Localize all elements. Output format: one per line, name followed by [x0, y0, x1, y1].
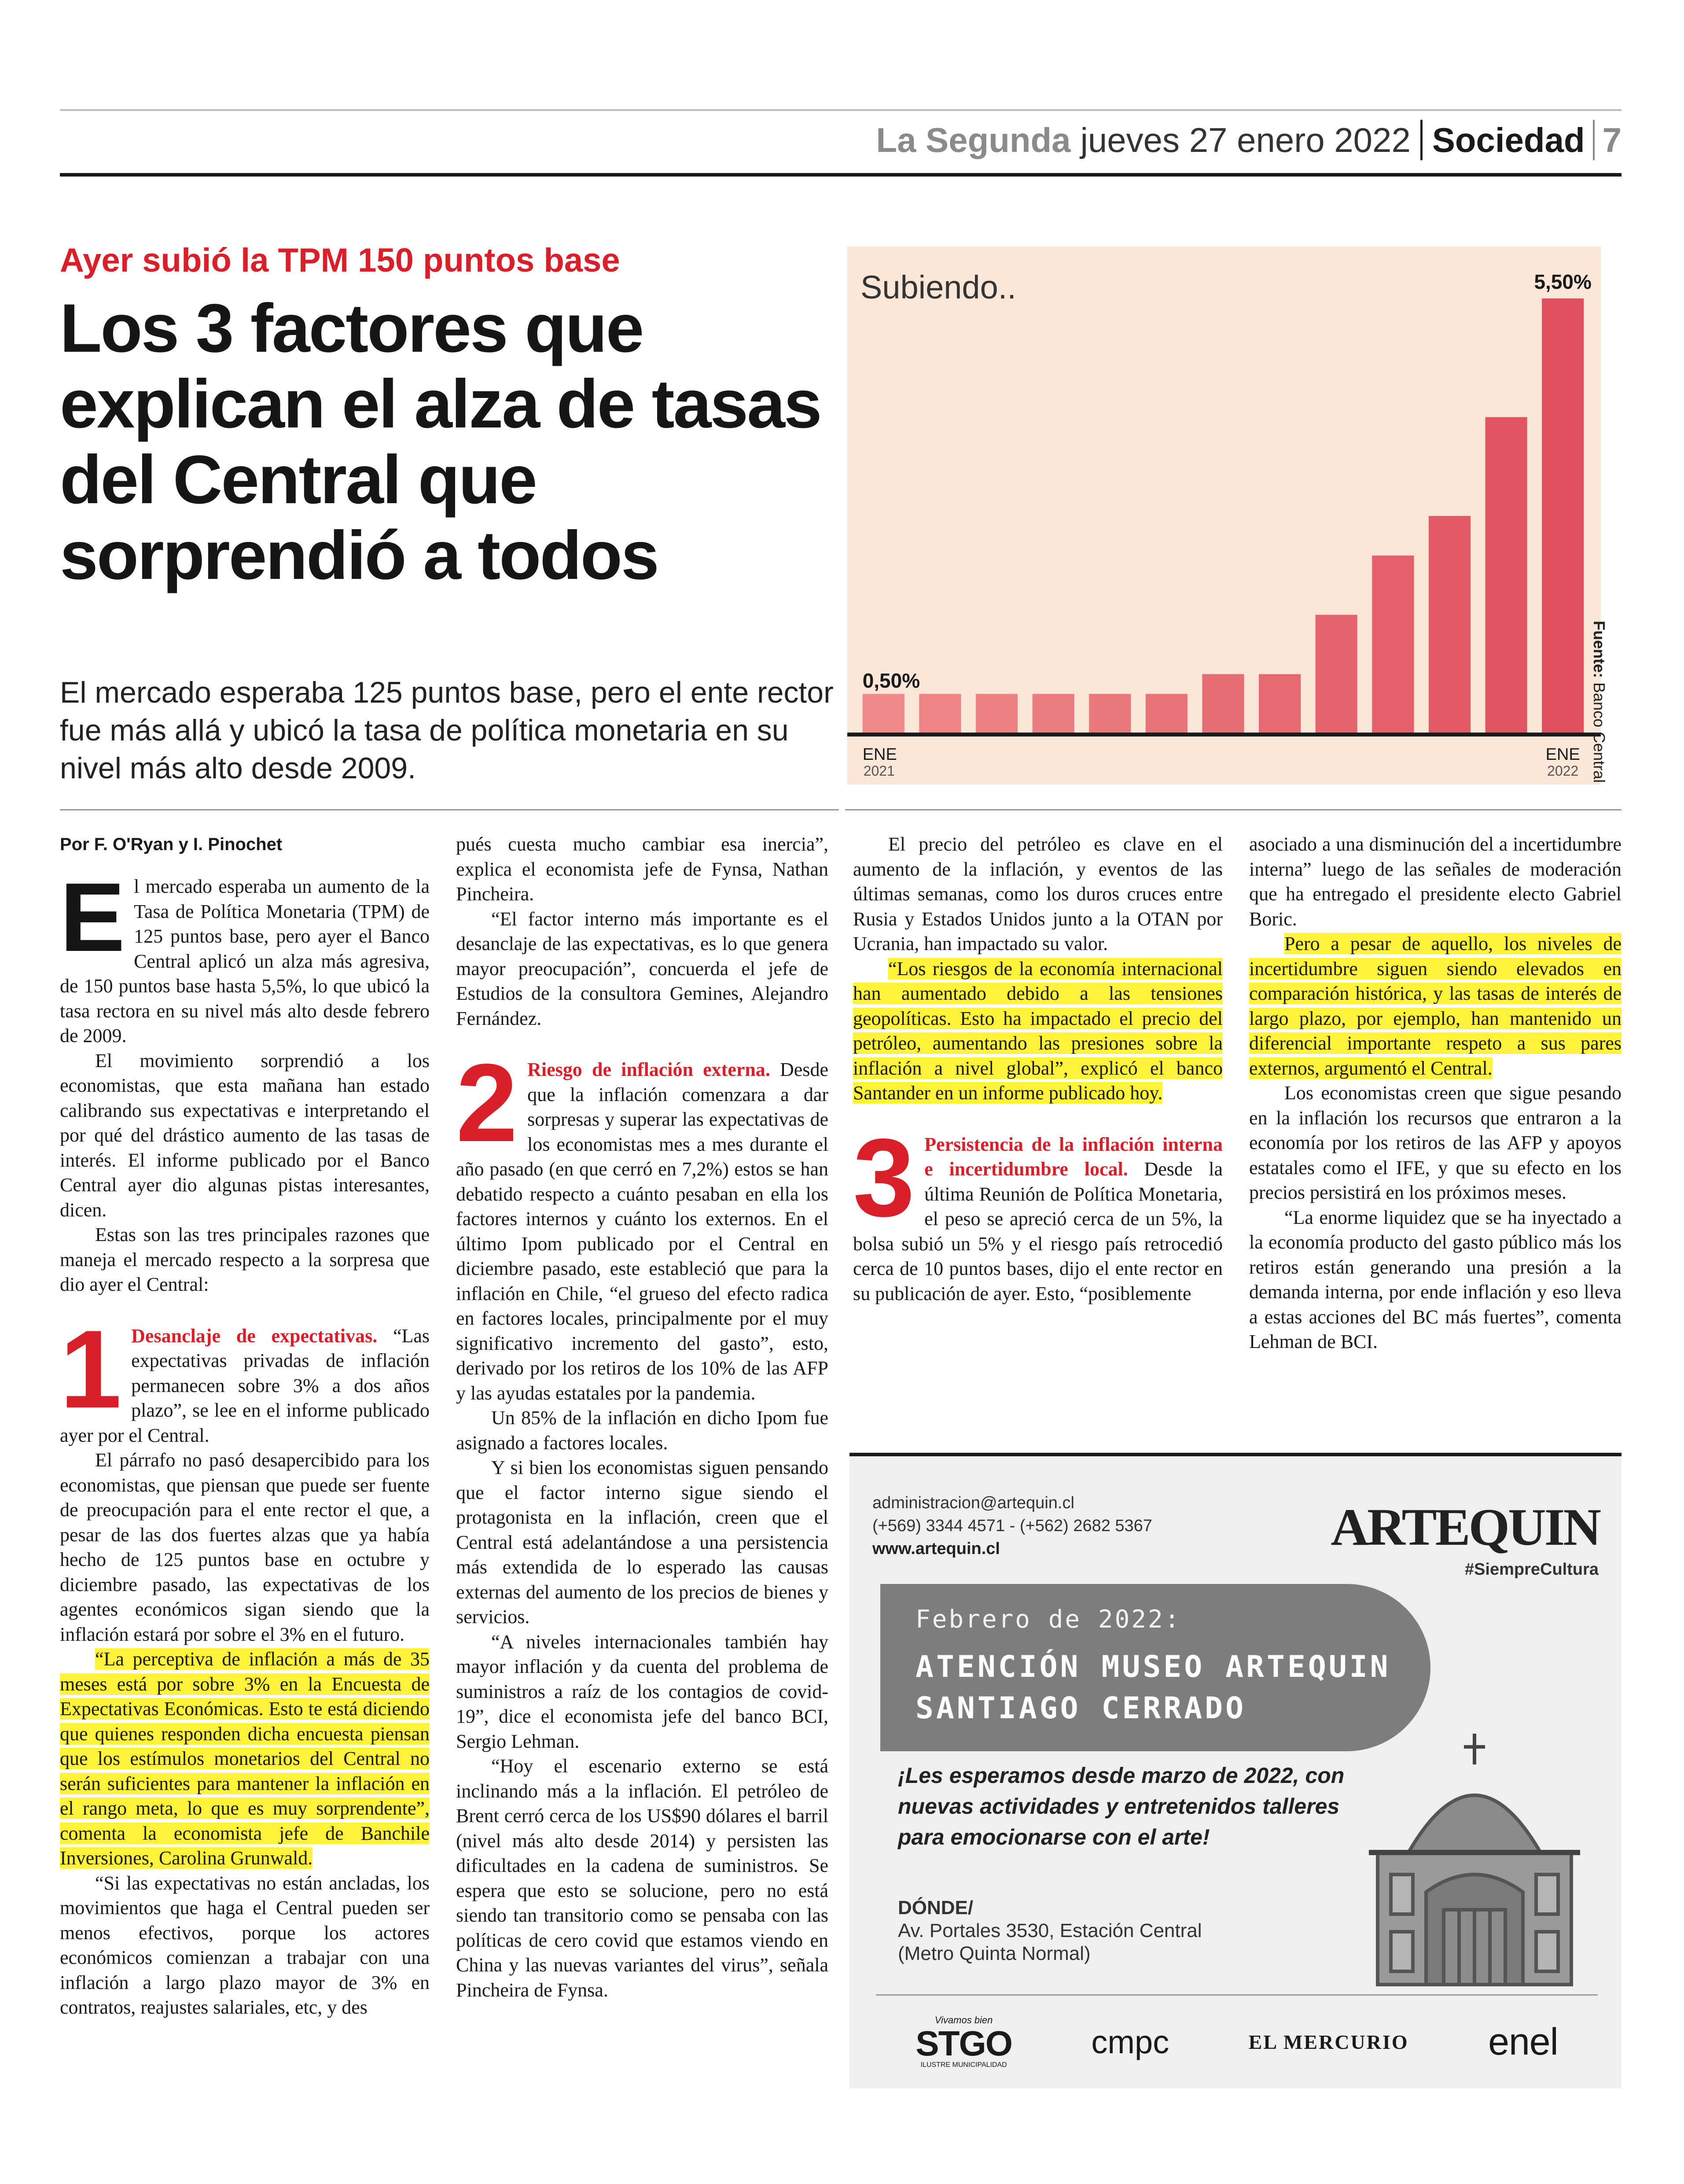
chart-canvas [847, 247, 1601, 784]
kicker: Ayer subió la TPM 150 puntos base [60, 242, 620, 279]
factor-number-3: 3 [853, 1116, 915, 1240]
article-paragraph: El precio del petróleo es clave en el aumento de la inflación, y eventos de las últimas semanas, como los duros cruces entre Rusia y Estados Unidos junto a la OTAN por Ucrania, han impactado su valor. [853, 833, 1223, 954]
subhead: El mercado esperaba 125 puntos base, pero el ente rector fue más allá y ubicó la tasa de política monetaria en su nivel más alto desde 2009. [60, 676, 834, 785]
chart-value-label-last: 5,50% [1534, 270, 1592, 293]
ad-website: www.artequin.cl [872, 1539, 1000, 1558]
rate-chart [847, 247, 1601, 784]
factor-3 [853, 1116, 1223, 1307]
masthead [876, 115, 1621, 165]
ad-rule [849, 1453, 1621, 1456]
highlight: “Los riesgos de la economía internacional han aumentado debido a las tensiones geopolíticas. Esto ha impactado el precio del petróleo, aumentando las presiones sobre la inflación a nivel global”, explicó el banco Santander en un informe publicado hoy. [853, 958, 1223, 1104]
enel-logo: enel [1488, 2020, 1558, 2063]
chart-source-name: Banco Central [1590, 682, 1608, 783]
highlighted-quote [853, 957, 1223, 1106]
chart-bar [863, 694, 905, 733]
stgo-tagline: Vivamos bien [934, 2015, 993, 2026]
ad-address: Av. Portales 3530, Estación Central [898, 1920, 1202, 1941]
article-column-3 [853, 832, 1223, 1306]
chart-value-label-first: 0,50% [862, 669, 920, 692]
chart-bar [1316, 615, 1357, 734]
article-paragraph: pués cuesta mucho cambiar esa inercia”, explica el economista jefe de Fynsa, Nathan Pincheira. [456, 833, 828, 905]
article-paragraph: asociado a una disminución del a incertidumbre interna” luego de las señales de moderación que ha entregado el presidente electo Gabriel Boric. [1249, 833, 1621, 930]
el-mercurio-logo: EL MERCURIO [1248, 2030, 1409, 2053]
ad-banner [880, 1584, 1430, 1751]
chart-bar [1259, 674, 1301, 733]
banner-message [916, 1646, 1391, 1729]
masthead-divider [1593, 120, 1595, 160]
subhead-rule [60, 809, 839, 810]
article-paragraph: “Si las expectativas no están ancladas, los movimientos que haga el Central pueden ser menos efectivos, porque los actores económicos comienzan a trabajar con una inflación a largo plazo mayor de 3% en contratos, reajustes salariales, etc, y des [60, 1872, 430, 2018]
chart-bar [1542, 298, 1584, 733]
chart-tick-last-year: 2022 [1547, 763, 1579, 779]
paragraph-text: l mercado esperaba un aumento de la Tasa de Política Monetaria (TPM) de 125 puntos base, pero ayer el Banco Central aplicó un alza más agresiva, de 150 puntos base hasta 5,5%, lo que ubicó la tasa rectora en su nivel más alto desde febrero de 2009. [60, 876, 430, 1046]
newspaper-name: La Segunda [876, 120, 1071, 159]
headline: Los 3 factores que explican el alza de tasas del Central que sorprendió a todos [60, 290, 821, 594]
factor-2 [456, 1041, 828, 1406]
article-paragraph: El párrafo no pasó desapercibido para los economistas, que piensan que puede ser fuente de preocupación para el ente rector el que, a pesar de las dos fuertes alzas que ya había hecho de 125 puntos base en octubre y diciembre pasado, las expectativas de los agentes económicos sigan siendo que la inflación estará por sobre el 3% en el futuro. [60, 1449, 430, 1645]
factor-3-text: Desde la última Reunión de Política Monetaria, el peso se apreció cerca de un 5%, la bolsa subió un 5% y el riesgo país retrocedió cerca de 10 puntos bases, dijo el ente rector en su publicación de ayer. Esto, “posiblemente [853, 1158, 1223, 1304]
ad-metro: (Metro Quinta Normal) [898, 1943, 1091, 1964]
chart-title: Subiendo.. [860, 269, 1016, 306]
factor-1 [60, 1307, 430, 1448]
section-name: Sociedad [1432, 120, 1585, 159]
article-paragraph: “La enorme liquidez que se ha inyectado a la economía producto del gasto público más los retiros están generando una presión a la demanda interna, por ende inflación y eso lleva a estas acciones del BC más fuertes”, comenta Lehman de BCI. [1249, 1206, 1621, 1352]
article-paragraph: Un 85% de la inflación en dicho Ipom fue asignado a factores locales. [456, 1407, 828, 1454]
article-paragraph: Los economistas creen que sigue pesando en la inflación los recursos que entraron a la economía por los retiros de las AFP y apoyos estatales como el IFE, y que su efecto en los precios persistirá en los próximos meses. [1249, 1082, 1621, 1203]
chart-bar [1202, 674, 1244, 733]
highlight: “La perceptiva de inflación a más de 35 meses está por sobre 3% en la Encuesta de Expectativas Económicas. Esto te está diciendo que quienes responden dicha encuesta piensan que los estímulos monetarios del Central no serán suficientes para mantener la inflación en el rango meta, lo que es muy sorprendente”, comenta la economista jefe de Banchile Inversiones, Carolina Grunwald. [60, 1648, 430, 1869]
banner-line: SANTIAGO CERRADO [916, 1691, 1246, 1726]
chart-tick-last: ENE [1545, 745, 1580, 764]
article-paragraph: Estas son las tres principales razones que maneja el mercado respecto a la sorpresa que dio ayer el Central: [60, 1224, 430, 1295]
chart-source-label: Fuente: [1590, 621, 1608, 678]
article-paragraph: “A niveles internacionales también hay mayor inflación y da cuenta del problema de suministros a raíz de los contagios de covid-19”, dice el economista jefe del banco BCI, Sergio Lehman. [456, 1631, 828, 1752]
factor-number-2: 2 [456, 1041, 518, 1165]
factor-1-text: “Las expectativas privadas de inflación permanecen sobre 3% a dos años plazo”, se lee en el informe publicado ayer por el Central. [60, 1325, 430, 1446]
article-paragraph: “Hoy el escenario externo se está inclinando más a la inflación. El petróleo de Brent cerró cerca de los US$90 dólares el barril (nivel más alto desde 2014) y persisten las dificultades en la cadena de suministros. Se espera que esto se solucione, pero no está siendo tan transitorio como se pensaba con las políticas de cero covid que estamos viendo en China y las nuevas variantes del virus”, señala Pincheira de Fynsa. [456, 1755, 828, 2001]
issue-date: jueves 27 enero 2022 [1080, 120, 1411, 159]
museum-building-icon [1351, 1707, 1598, 1993]
masthead-divider [1420, 120, 1423, 160]
ad-contact [872, 1492, 1152, 1560]
ad-invite: ¡Les esperamos desde marzo de 2022, con nuevas actividades y entretenidos talleres para emocionarse con el arte! [898, 1763, 1345, 1849]
stgo-wordmark: STGO [916, 2024, 1012, 2063]
banner-date: Febrero de 2022: [916, 1605, 1181, 1634]
factor-3-title: Persistencia de la inflación interna e incertidumbre local. [924, 1133, 1223, 1180]
article-column-1 [60, 832, 430, 2020]
chart-source [1590, 621, 1608, 783]
chart-bar [1372, 556, 1414, 733]
article-paragraph: Y si bien los economistas siguen pensando que el factor interno sigue siendo el protagonista en la inflación, creen que el Central está adelantándose a una persistencia más extendida de lo esperado las causas externas del aumento de los precios de bienes y servicios. [456, 1457, 828, 1628]
factor-2-title: Riesgo de inflación externa. [527, 1059, 770, 1080]
article-paragraph [60, 863, 430, 1049]
article-column-4 [1249, 832, 1621, 1355]
ad-email: administracion@artequin.cl [872, 1494, 1074, 1512]
drop-cap: E [60, 863, 125, 972]
banner-line: ATENCIÓN MUSEO ARTEQUIN [916, 1650, 1391, 1684]
factor-1-title: Desanclaje de expectativas. [131, 1325, 378, 1347]
factor-number-1: 1 [60, 1307, 122, 1431]
ad-divider [876, 1994, 1598, 1996]
factor-2-text: Desde que la inflación comenzara a dar sorpresas y superar las expectativas de los economistas mes a mes durante el año pasado (en que cerró en 7,2%) estos se han debatido respecto a cuánto pesaban en ella los factores internos y cuánto los externos. En el último Ipom publicado por el Central en diciembre pasado, este estableció que para la inflación en Chile, “el grueso del efecto radica en factores locales, principalmente por el muy significativo incremento del gasto”, esto, derivado por los retiros de los 10% de las AFP y las ayudas estatales por la pandemia. [456, 1059, 828, 1404]
ad-phones: (+569) 3344 4571 - (+562) 2682 5367 [872, 1517, 1152, 1535]
chart-tick-first-year: 2021 [863, 763, 895, 779]
chart-bar [1033, 694, 1074, 733]
article-paragraph: El movimiento sorprendió a los economistas, que esta mañana han estado calibrando sus expectativas e interpretando el por qué del drástico aumento de las tasas de interés. El informe publicado por el Banco Central ayer dio algunas pistas interesantes, dicen. [60, 1050, 430, 1221]
ad-location-label: DÓNDE/ [898, 1897, 974, 1919]
header-rule [60, 173, 1621, 177]
cmpc-logo: cmpc [1091, 2023, 1169, 2060]
article-column-2 [456, 832, 828, 2003]
highlight: Pero a pesar de aquello, los niveles de incertidumbre siguen siendo elevados en comparación histórica, y las tasas de interés de largo plazo, por ejemplo, han mantenido un diferencial importante respeto a sus pares externos, argumentó el Central. [1249, 933, 1621, 1079]
artequin-ad [849, 1456, 1621, 2088]
stgo-subtitle: ILUSTRE MUNICIPALIDAD [920, 2061, 1007, 2069]
chart-bar [1146, 694, 1188, 733]
stgo-logo [916, 2015, 1012, 2069]
highlighted-quote [60, 1647, 430, 1871]
chart-bar [1485, 417, 1527, 734]
chart-tick-first: ENE [862, 745, 897, 764]
ad-hashtag: #SiempreCultura [1464, 1560, 1599, 1579]
chart-bar [1089, 694, 1131, 733]
byline: Por F. O'Ryan y I. Pinochet [60, 835, 283, 854]
chart-bar [976, 694, 1018, 733]
sponsor-logos [876, 2007, 1598, 2077]
highlighted-quote [1249, 932, 1621, 1081]
ad-location [898, 1897, 1202, 1965]
chart-bar [1429, 516, 1471, 733]
chart-baseline [847, 733, 1601, 737]
top-rule [60, 109, 1621, 111]
article-paragraph: “El factor interno más importante es el desanclaje de las expectativas, es lo que genera mayor preocupación”, concuerda el jefe de Estudios de la consultora Gemines, Alejandro Fernández. [456, 908, 828, 1029]
chart-bar [919, 694, 961, 733]
chart-rule [845, 809, 1621, 810]
page-number: 7 [1602, 120, 1621, 159]
artequin-logo: ARTEQUIN [1331, 1498, 1599, 1556]
